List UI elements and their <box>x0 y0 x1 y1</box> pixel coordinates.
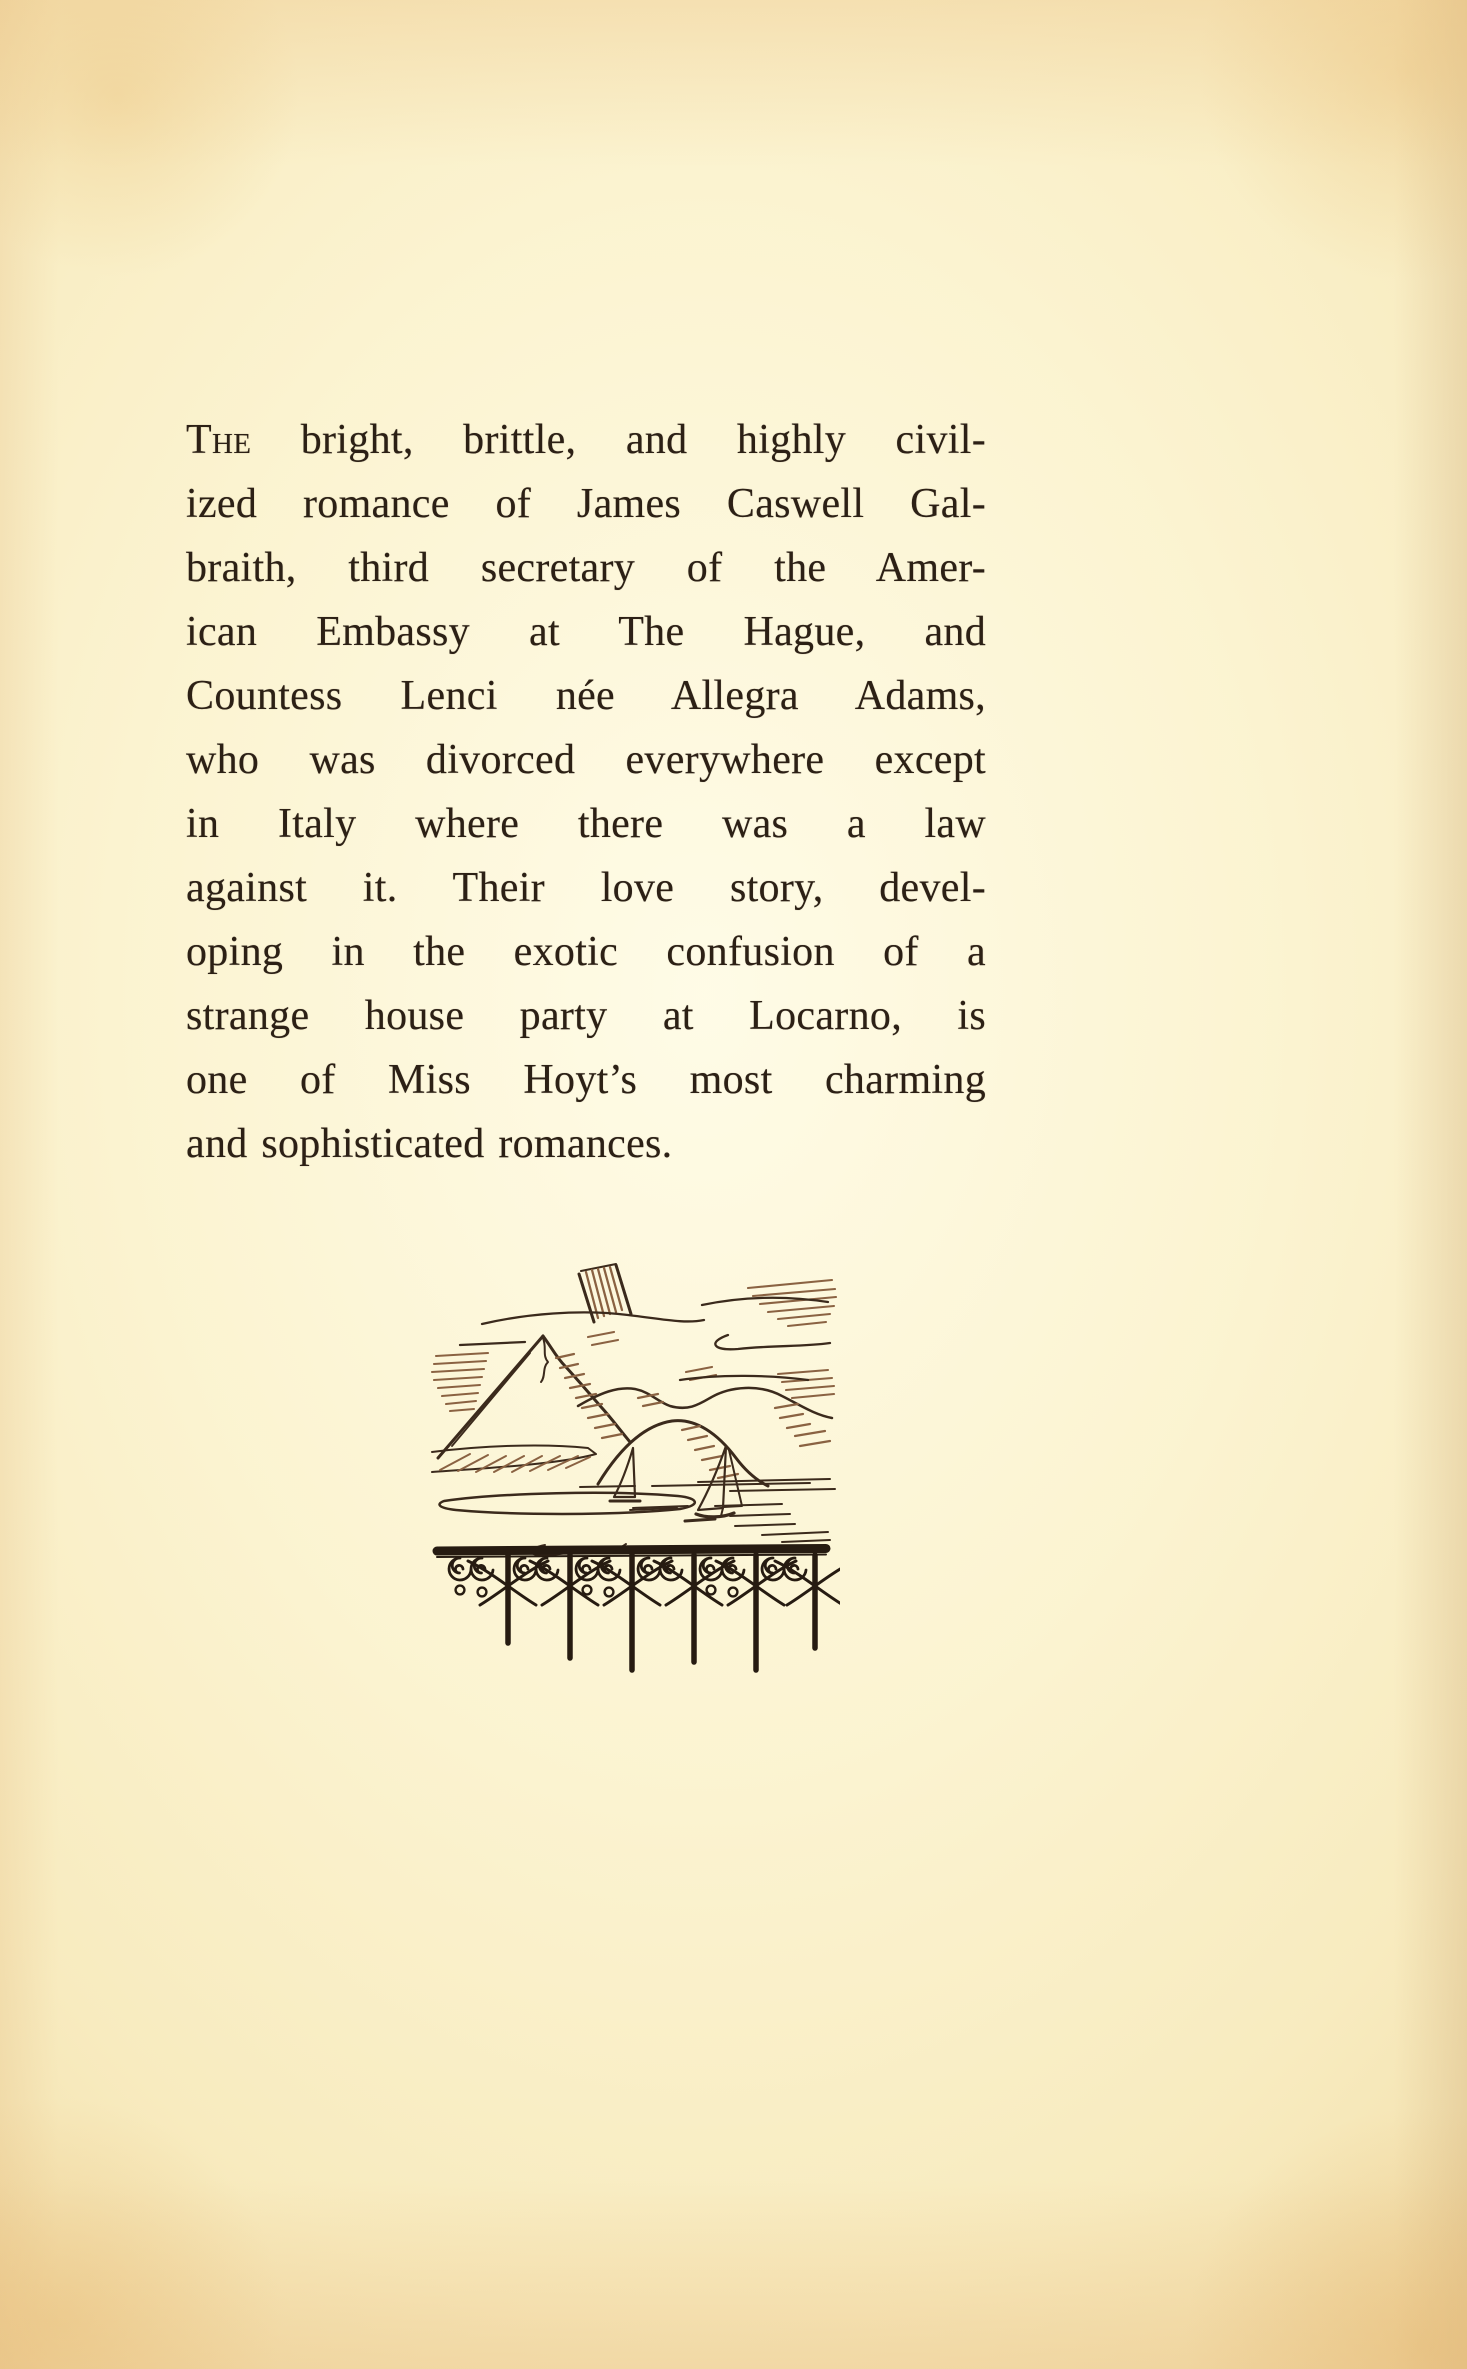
blurb-line: oping in the exotic confusion of a <box>186 929 986 975</box>
shore-band <box>432 1445 596 1472</box>
blurb-line: and sophisticated romances. <box>186 1121 673 1167</box>
blurb-line: ican Embassy at The Hague, and <box>186 609 986 655</box>
book-blurb <box>186 408 986 1176</box>
blurb-line <box>186 408 986 472</box>
blurb-line: ized romance of James Caswell Gal- <box>186 481 986 527</box>
blurb-line: braith, third secretary of the Amer- <box>186 545 986 591</box>
blurb-lead-word: The <box>186 417 252 463</box>
blurb-line: in Italy where there was a law <box>186 801 986 847</box>
blurb-line-text: bright, brittle, and highly civil- <box>251 417 986 463</box>
balcony-railing <box>437 1549 840 1671</box>
blurb-line: who was divorced everywhere except <box>186 737 986 783</box>
blurb-line: Countess Lenci née Allegra Adams, <box>186 673 986 719</box>
blurb-line: against it. Their love story, devel- <box>186 865 986 911</box>
blurb-line: strange house party at Locarno, is <box>186 993 986 1039</box>
lake-mountains-balcony-vignette-icon <box>430 1258 840 1678</box>
mountains <box>438 1336 832 1486</box>
lake-lines <box>440 1479 835 1555</box>
blurb-line: one of Miss Hoyt’s most charming <box>186 1057 986 1103</box>
